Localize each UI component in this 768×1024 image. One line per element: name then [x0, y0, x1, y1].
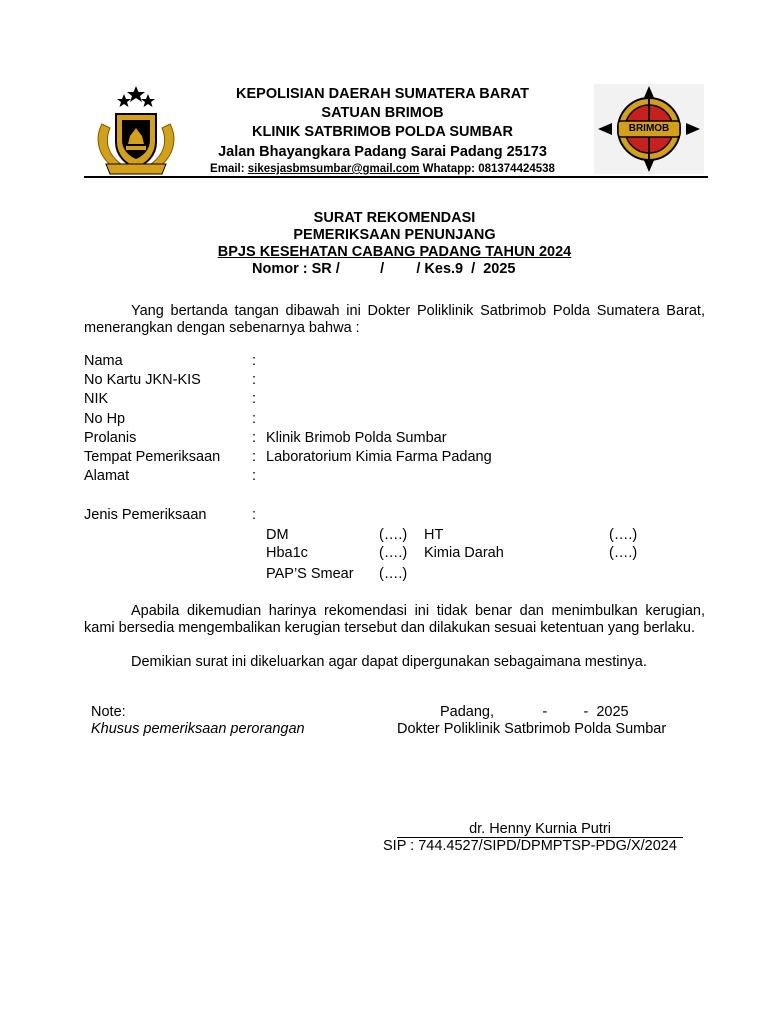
doc-subtitle: PEMERIKSAAN PENUNJANG — [293, 227, 496, 243]
doc-number: Nomor : SR / / / Kes.9 / 2025 — [252, 261, 516, 277]
letterhead-divider — [84, 176, 708, 178]
signature-name: dr. Henny Kurnia Putri — [397, 821, 683, 838]
email-link[interactable]: sikesjasbmsumbar@gmail.com — [247, 163, 420, 175]
field-colon: : — [252, 430, 257, 446]
exam-label: Jenis Pemeriksaan — [84, 507, 207, 523]
field-colon: : — [252, 468, 257, 484]
doc-title: SURAT REKOMENDASI — [313, 210, 476, 226]
field-address-label: Alamat — [84, 468, 130, 484]
field-colon: : — [252, 372, 257, 388]
letterhead-line2: SATUAN BRIMOB — [321, 105, 444, 121]
letterhead-contact — [150, 163, 615, 175]
closing-paragraph: Apabila dikemudian harinya rekomendasi ini tidak benar dan menimbulkan kerugian, kami bersedia mengembalikan kerugian tersebut dan dilakukan sesuai ketentuan yang berlaku. — [84, 603, 705, 636]
field-colon: : — [252, 391, 257, 407]
field-jkn-label: No Kartu JKN-KIS — [84, 372, 201, 388]
note-label: Note: — [91, 704, 126, 720]
exam-colon: : — [252, 507, 257, 523]
field-place-value: Laboratorium Kimia Farma Padang — [266, 449, 492, 465]
letterhead-line1: KEPOLISIAN DAERAH SUMATERA BARAT — [236, 86, 529, 102]
exam-hba1c-mark: (….) — [379, 545, 408, 561]
exam-paps-smear-mark: (….) — [379, 566, 408, 582]
field-colon: : — [252, 411, 257, 427]
field-phone-label: No Hp — [84, 411, 126, 427]
exam-dm-mark: (….) — [379, 527, 408, 543]
field-prolanis-label: Prolanis — [84, 430, 137, 446]
closing-statement: Demikian surat ini dikeluarkan agar dapat dipergunakan sebagaimana mestinya. — [131, 654, 647, 670]
field-prolanis-value: Klinik Brimob Polda Sumbar — [266, 430, 447, 446]
exam-paps-smear: PAP’S Smear — [266, 566, 354, 582]
email-label: Email: — [210, 163, 248, 175]
exam-hba1c: Hba1c — [266, 545, 308, 561]
brimob-logo — [594, 84, 704, 174]
field-colon: : — [252, 449, 257, 465]
signature-sip: SIP : 744.4527/SIPD/DPMPTSP-PDG/X/2024 — [383, 838, 677, 854]
note-text: Khusus pemeriksaan perorangan — [91, 721, 305, 737]
letterhead-address: Jalan Bhayangkara Padang Sarai Padang 25173 — [218, 144, 547, 160]
signature-position: Dokter Poliklinik Satbrimob Polda Sumbar — [397, 721, 667, 737]
field-name-label: Nama — [84, 353, 123, 369]
letterhead-line3: KLINIK SATBRIMOB POLDA SUMBAR — [252, 124, 513, 140]
exam-ht: HT — [424, 527, 444, 543]
intro-paragraph: Yang bertanda tangan dibawah ini Dokter Poliklinik Satbrimob Polda Sumatera Barat, menerangkan dengan sebenarnya bahwa : — [84, 303, 705, 336]
brimob-logo-text: BRIMOB — [628, 123, 670, 134]
signature-place-date: Padang, - - 2025 — [440, 704, 629, 720]
exam-dm: DM — [266, 527, 289, 543]
exam-kimia-darah: Kimia Darah — [424, 545, 504, 561]
field-colon: : — [252, 353, 257, 369]
whatsapp-number: Whatapp: 081374424538 — [419, 163, 555, 175]
exam-kimia-darah-mark: (….) — [609, 545, 638, 561]
field-nik-label: NIK — [84, 391, 109, 407]
exam-ht-mark: (….) — [609, 527, 638, 543]
doc-subtitle-bpjs: BPJS KESEHATAN CABANG PADANG TAHUN 2024 — [217, 244, 572, 260]
field-place-label: Tempat Pemeriksaan — [84, 449, 221, 465]
